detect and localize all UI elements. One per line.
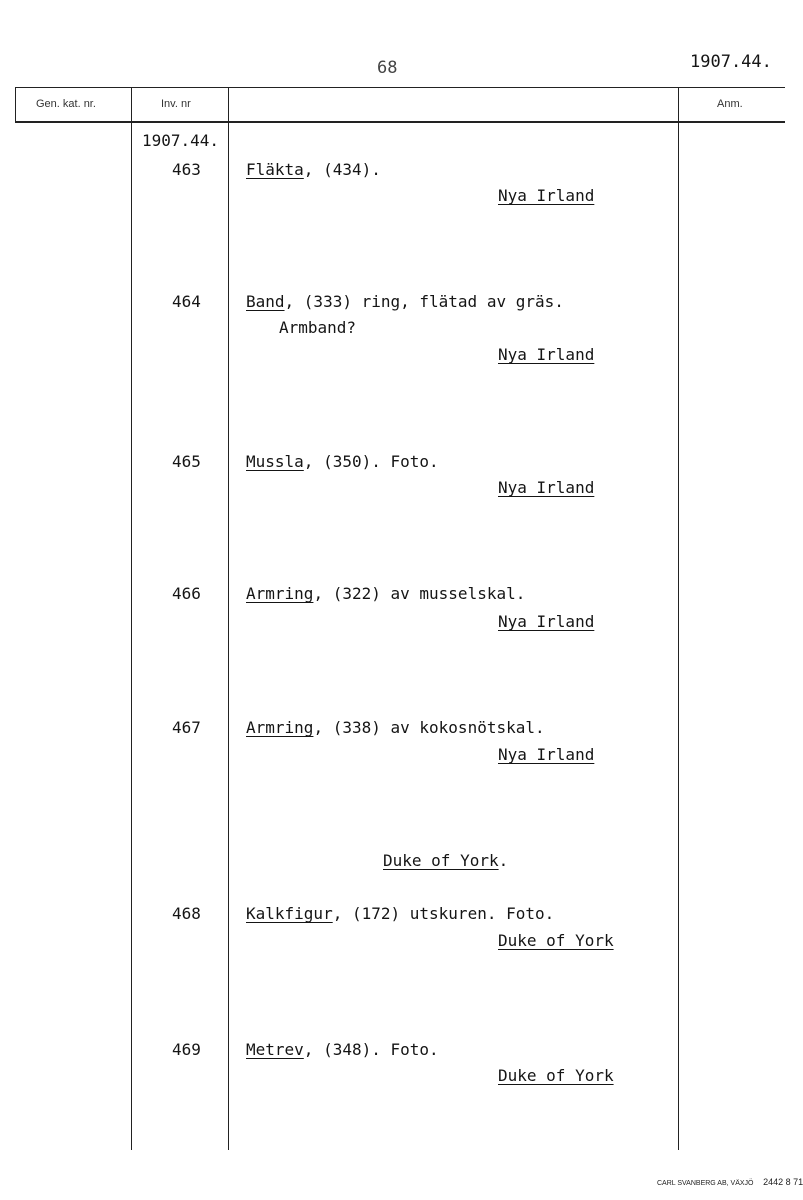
entry-description [246, 584, 525, 603]
form-code: 2442 8 71 [763, 1177, 803, 1187]
column-header-gen-kat-nr: Gen. kat. nr. [36, 98, 96, 110]
entry-inv-number: 467 [172, 718, 201, 737]
entry-inv-number: 469 [172, 1040, 201, 1059]
left-border [15, 87, 16, 123]
entry-location: Nya Irland [498, 186, 595, 205]
entry-details: , (322) av musselskal. [313, 584, 526, 603]
entry-inv-number: 466 [172, 584, 201, 603]
entry-description [246, 452, 439, 471]
entry-details: , (333) ring, flätad av gräs. [284, 292, 564, 311]
entry-object-name: Mussla [246, 452, 304, 471]
section-heading-suffix: . [498, 851, 509, 870]
entry-location: Nya Irland [498, 745, 595, 764]
entry-object-name: Metrev [246, 1040, 304, 1059]
entry-description [246, 904, 554, 923]
column-divider-1 [131, 87, 132, 1150]
entry-object-name: Kalkfigur [246, 904, 333, 923]
entry-object-name: Armring [246, 584, 314, 603]
entry-description [246, 718, 545, 737]
entry-inv-number: 465 [172, 452, 201, 471]
section-heading [383, 851, 508, 870]
entry-details: , (350). Foto. [303, 452, 439, 471]
entry-inv-number: 464 [172, 292, 201, 311]
entry-location: Nya Irland [498, 612, 595, 631]
entry-details: , (338) av kokosnötskal. [313, 718, 545, 737]
page-number: 68 [377, 58, 398, 78]
printer-footer [657, 1170, 803, 1189]
entry-details: , (434). [303, 160, 381, 179]
column-divider-2 [228, 87, 229, 1150]
entry-location: Duke of York [498, 931, 614, 950]
year-reference: 1907.44. [690, 52, 772, 72]
column-header-inv-nr: Inv. nr [161, 98, 191, 110]
entry-object-name: Band [246, 292, 285, 311]
printer-name: CARL SVANBERG AB, VÄXJÖ [657, 1180, 754, 1187]
entry-description-line2: Armband? [279, 318, 357, 337]
entry-description [246, 292, 564, 311]
entry-inv-number: 463 [172, 160, 201, 179]
entry-year-prefix: 1907.44. [142, 131, 220, 150]
column-divider-3 [678, 87, 679, 1150]
entry-object-name: Fläkta [246, 160, 304, 179]
entry-description [246, 1040, 439, 1059]
entry-details: , (348). Foto. [303, 1040, 439, 1059]
entry-location: Nya Irland [498, 345, 595, 364]
column-header-anm: Anm. [717, 98, 743, 110]
entry-description [246, 160, 381, 179]
entry-location: Duke of York [498, 1066, 614, 1085]
entry-object-name: Armring [246, 718, 314, 737]
entry-details: , (172) utskuren. Foto. [332, 904, 555, 923]
entry-inv-number: 468 [172, 904, 201, 923]
entry-location: Nya Irland [498, 478, 595, 497]
section-heading-text: Duke of York [383, 851, 499, 870]
